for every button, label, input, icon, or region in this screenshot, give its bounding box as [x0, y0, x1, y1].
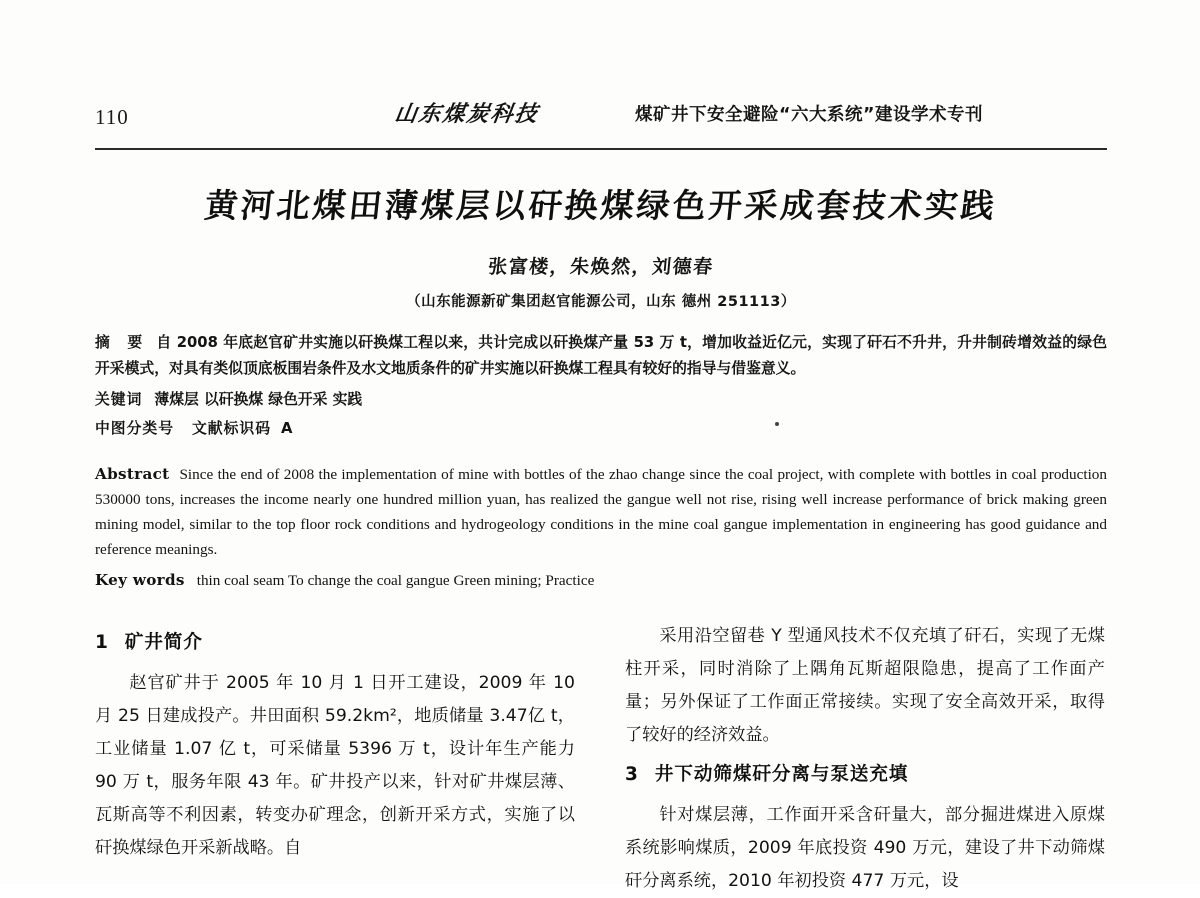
chinese-keywords-text: 薄煤层 以矸换煤 绿色开采 实践 — [154, 391, 363, 408]
english-abstract-block — [95, 462, 1107, 593]
chinese-abstract-text: 自 2008 年底赵官矿井实施以矸换煤工程以来，共计完成以矸换煤产量 53 万 t，增加收益近亿元，实现了矸石不升井，升井制砖增效益的绿色开采模式，对具有类似顶底板围岩条件及水文地质条件的矿井实施以矸换煤工程具有较好的指导与借鉴意义。 — [95, 334, 1107, 377]
chinese-abstract — [95, 330, 1107, 382]
english-keywords — [95, 568, 1107, 593]
document-code-value: A — [281, 420, 293, 437]
classification-line — [95, 416, 1107, 442]
english-keywords-label: Key words — [95, 571, 185, 589]
section-number-1: 1 — [95, 632, 109, 653]
affiliation: （山东能源新矿集团赵官能源公司，山东 德州 251113） — [406, 294, 796, 310]
paragraph: 赵官矿井于 2005 年 10 月 1 日开工建设，2009 年 10 月 25 日建成投产。井田面积 59.2km²，地质储量 3.47亿 t，工业储量 1.07 亿 t，可采储量 5396 万 t，设计年生产能力 90 万 t，服务年限 43 年。矿井投产以来，针对矿井煤层薄、瓦斯高等不利因素，转变办矿理念，创新开采方式，实施了以矸换煤绿色开采新战略。自 — [95, 673, 575, 858]
section-title-3: 井下动筛煤矸分离与泵送充填 — [654, 764, 909, 785]
body-column-right — [625, 620, 1105, 898]
issue-title: 煤矿井下安全避险“六大系统”建设学术专刊 — [635, 105, 984, 125]
author-list: 张富楼，朱焕然，刘德春 — [487, 256, 715, 278]
running-head — [95, 95, 1105, 141]
english-abstract-label: Abstract — [95, 465, 170, 483]
english-abstract — [95, 462, 1107, 562]
chinese-abstract-label: 摘 要 — [95, 334, 149, 351]
paragraph: 针对煤层薄，工作面开采含矸量大，部分掘进煤进入原煤系统影响煤质，2009 年底投资 490 万元，建设了井下动筛煤矸分离系统，2010 年初投资 477 万元，设 — [625, 805, 1105, 891]
document-code-label: 文献标识码 — [192, 420, 271, 437]
header-rule — [95, 148, 1107, 150]
section-title-1: 矿井简介 — [124, 632, 203, 653]
english-abstract-text: Since the end of 2008 the implementation of mine with bottles of the zhao change since the coal project, with complete with bottles in coal production 530000 tons, increases the income nearly one hundred million yuan, has realized the gangue well not rise, rising well increase performance of brick making green mining model, similar to the top floor rock conditions and hydrogeology conditions in the mine coal gangue implementation in engineering has good guidance and reference meanings. — [95, 466, 1107, 558]
chinese-abstract-block — [95, 330, 1107, 442]
journal-name: 山东煤炭科技 — [392, 101, 541, 127]
chinese-keywords — [95, 387, 1107, 413]
clc-label: 中图分类号 — [95, 420, 174, 437]
page-number: 110 — [95, 105, 129, 129]
paragraph: 采用沿空留巷 Y 型通风技术不仅充填了矸石，实现了无煤柱开采，同时消除了上隅角瓦斯超限隐患，提高了工作面产量；另外保证了工作面正常接续。实现了安全高效开采，取得了较好的经济效益。 — [625, 626, 1105, 745]
scan-artifact-dot — [775, 422, 779, 426]
article-title: 黄河北煤田薄煤层以矸换煤绿色开采成套技术实践 — [202, 186, 999, 225]
section-number-3: 3 — [625, 764, 639, 785]
body-column-left — [95, 620, 575, 865]
section-heading-1 — [95, 626, 575, 659]
section-heading-3 — [625, 758, 1105, 791]
english-keywords-text: thin coal seam To change the coal gangue Green mining; Practice — [196, 572, 595, 589]
chinese-keywords-label: 关键词 — [95, 391, 143, 408]
